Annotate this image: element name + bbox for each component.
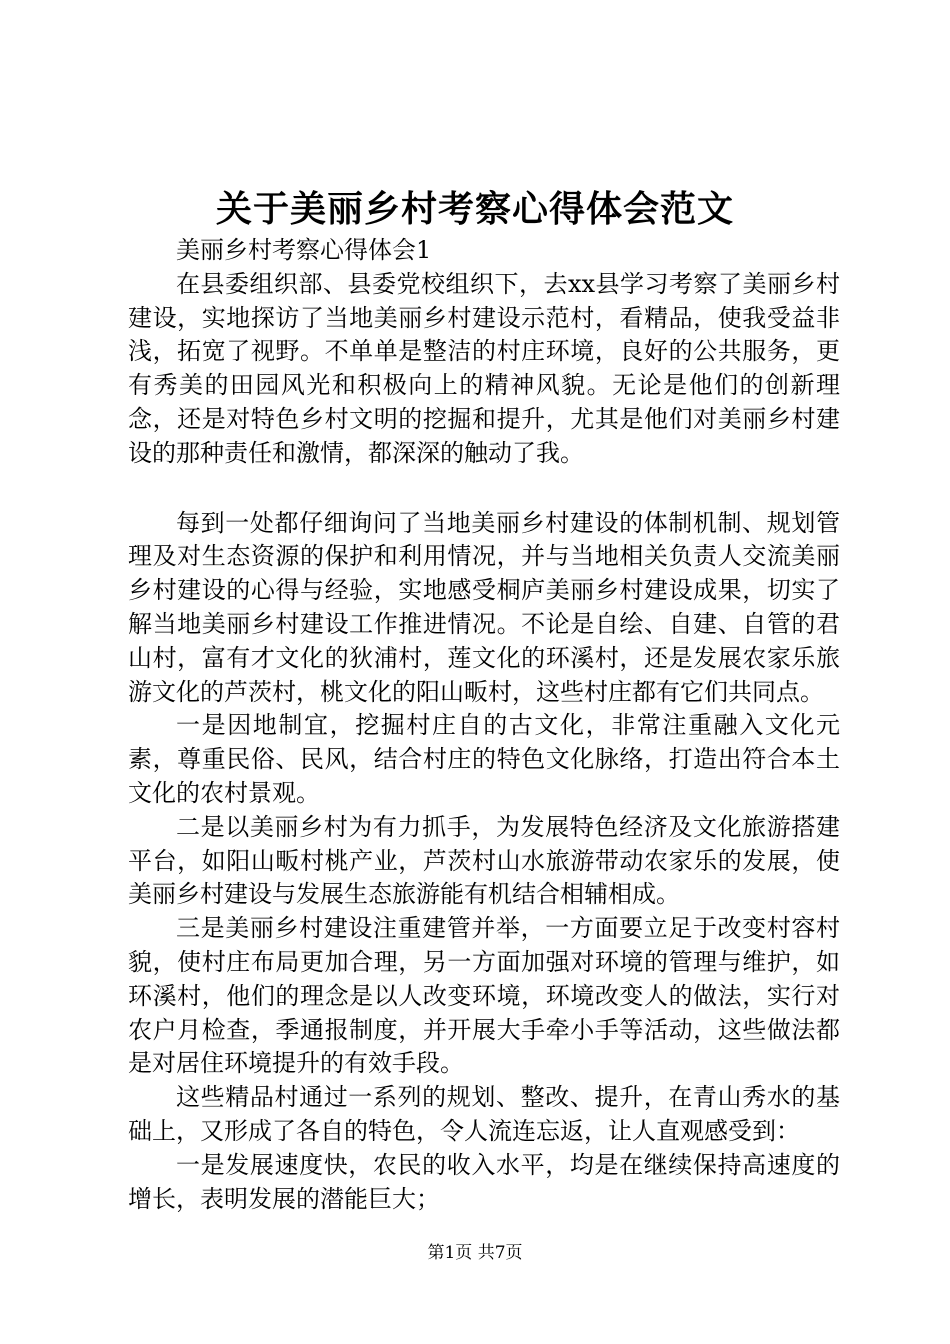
document-body — [128, 234, 840, 1216]
paragraph-intro: 在县委组织部、县委党校组织下，去xx县学习考察了美丽乡村建设，实地探访了当地美丽乡村建设示范村，看精品，使我受益非浅，拓宽了视野。不单单是整洁的村庄环境，良好的公共服务，更有秀美的田园风光和积极向上的精神风貌。无论是他们的创新理念，还是对特色乡村文明的挖掘和提升，尤其是他们对美丽乡村建设的那种责任和激情，都深深的触动了我。 — [128, 269, 840, 467]
paragraph-visits: 每到一处都仔细询问了当地美丽乡村建设的体制机制、规划管理及对生态资源的保护和利用情况，并与当地相关负责人交流美丽乡村建设的心得与经验，实地感受桐庐美丽乡村建设成果，切实了解当地美丽乡村建设工作推进情况。不论是自绘、自建、自管的君山村，富有才文化的狄浦村，莲文化的环溪村，还是发展农家乐旅游文化的芦茨村，桃文化的阳山畈村，这些村庄都有它们共同点。 — [128, 508, 840, 706]
section-heading: 美丽乡村考察心得体会1 — [176, 236, 432, 264]
document-title: 关于美丽乡村考察心得体会范文 — [215, 188, 734, 230]
paragraph-point-two: 二是以美丽乡村为有力抓手，为发展特色经济及文化旅游搭建平台，如阳山畈村桃产业，芦茨村山水旅游带动农家乐的发展，使美丽乡村建设与发展生态旅游能有机结合相辅相成。 — [128, 812, 840, 909]
paragraph-point-one: 一是因地制宜，挖掘村庄自的古文化，非常注重融入文化元素，尊重民俗、民风，结合村庄的特色文化脉络，打造出符合本土文化的农村景观。 — [128, 711, 840, 807]
paragraph-summary: 这些精品村通过一系列的规划、整改、提升，在青山秀水的基础上，又形成了各自的特色，令人流连忘返，让人直观感受到： — [128, 1083, 840, 1145]
paragraph-growth: 一是发展速度快，农民的收入水平，均是在继续保持高速度的增长，表明发展的潜能巨大； — [128, 1150, 840, 1213]
page-number: 第1页 共7页 — [427, 1243, 523, 1263]
paragraph-point-three: 三是美丽乡村建设注重建管并举，一方面要立足于改变村容村貌，使村庄布局更加合理，另一方面加强对环境的管理与维护，如环溪村，他们的理念是以人改变环境，环境改变人的做法，实行对农户月检查，季通报制度，并开展大手牵小手等活动，这些做法都是对居住环境提升的有效手段。 — [128, 914, 840, 1078]
